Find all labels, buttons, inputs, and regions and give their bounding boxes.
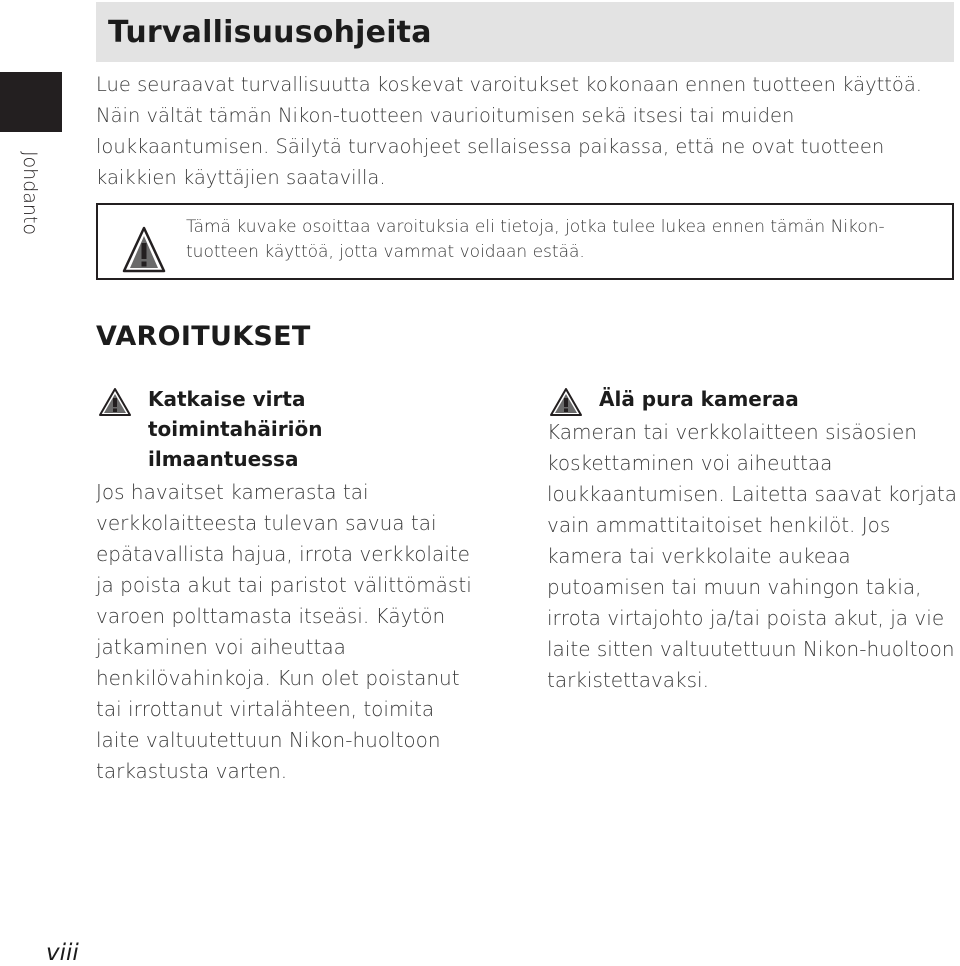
notice-text: Tämä kuvake osoittaa varoituksia eli tietoja, jotka tulee lukea ennen tämän Nikon-tuotteen käyttöä, jotta vammat voidaan estää. [186,217,885,262]
title-bar [96,2,954,62]
warning-triangle-icon [549,387,583,417]
warning-item [547,384,957,696]
intro-paragraph: Lue seuraavat turvallisuutta koskevat varoitukset kokonaan ennen tuotteen käyttöä. Näin vältät tämän Nikon-tuotteen vaurioitumisen sekä itsesi tai muiden loukkaantumisen. Säilytä turvaohjeet sellaisessa paikassa, että ne ovat tuotteen kaikkien käyttäjien saatavilla. [96,73,922,189]
warning-item [96,384,476,787]
page-number: viii [46,940,79,966]
page-title: Turvallisuusohjeita [108,15,432,50]
warning-body: Kameran tai verkkolaitteen sisäosien koskettaminen voi aiheuttaa loukkaantumisen. Laitetta saavat korjata vain ammattitaitoiset henkilöt. Jos kamera tai verkkolaite aukeaa putoamisen tai muun vahingon takia, irrota virtajohto ja/tai poista akut, ja vie laite sitten valtuutettuun Nikon-huoltoon tarkistettavaksi. [547,420,957,692]
warning-triangle-icon [122,225,166,273]
warning-heading: Älä pura kameraa [599,387,799,411]
warning-triangle-icon [98,387,132,417]
section-heading: VAROITUKSET [96,321,311,352]
section-tab-label: Johdanto [19,150,41,236]
notice-box [96,203,954,280]
warning-body: Jos havaitset kamerasta tai verkkolaitteesta tulevan savua tai epätavallista hajua, irrota verkkolaite ja poista akut tai paristot välittömästi varoen polttamasta itseäsi. Käytön jatkaminen voi aiheuttaa henkilövahinkoja. Kun olet poistanut tai irrottanut virtalähteen, toimita laite valtuutettuun Nikon-huoltoon tarkastusta varten. [96,480,472,783]
warning-heading: Katkaise virta toimintahäiriön ilmaantuessa [148,387,323,471]
section-tab-marker [0,72,62,132]
